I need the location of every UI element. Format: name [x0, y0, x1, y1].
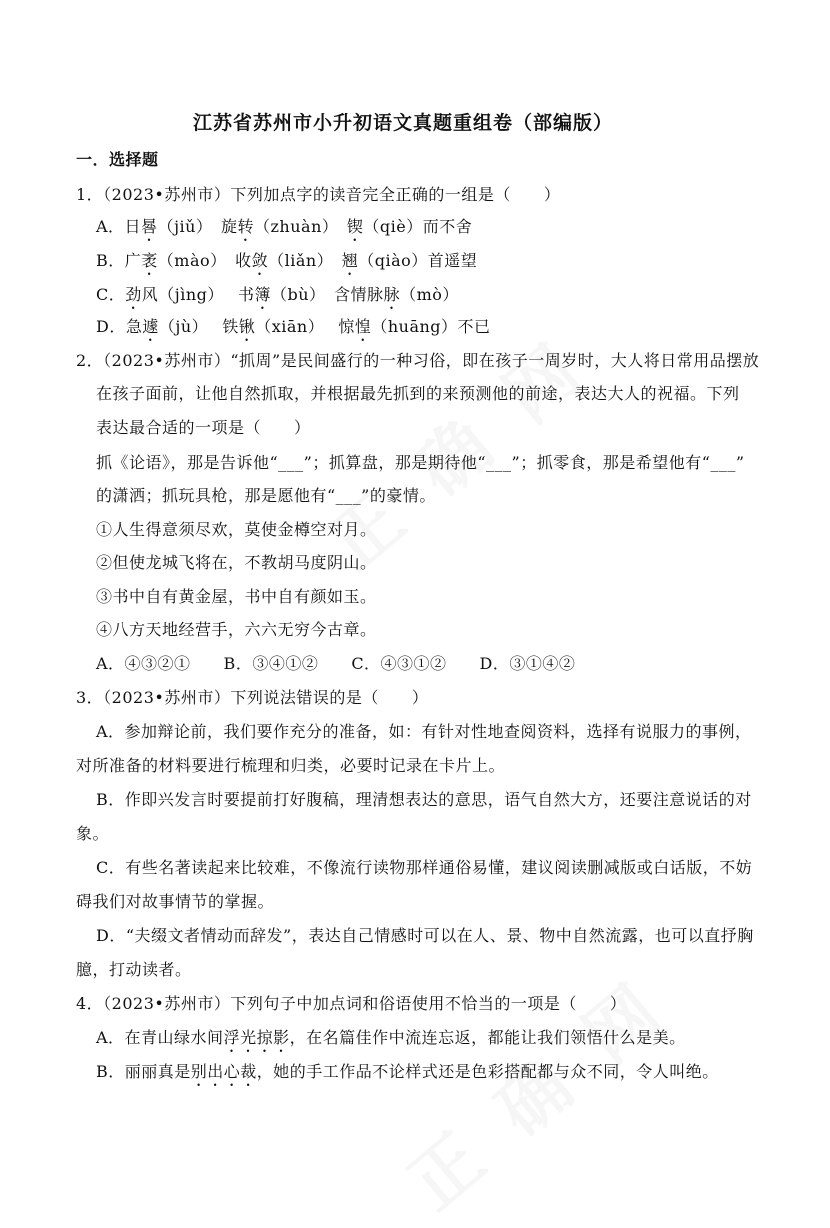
question-3-option-a-cont: 对所准备的材料要进行梳理和归类，必要时记录在卡片上。: [76, 756, 506, 775]
question-2-stem-line: 在孩子面前，让他自然抓取，并根据最先抓到的来预测他的前途，表达大人的祝福。下列: [96, 384, 740, 403]
question-3-option-d-cont: 臆，打动读者。: [76, 960, 192, 979]
question-3-option-c-cont: 碍我们对故事情节的掌握。: [76, 892, 275, 911]
option-text: B．丽丽真是: [96, 1062, 191, 1081]
dotted-char: 遽: [142, 317, 159, 336]
dotted-char: 翘: [341, 251, 359, 270]
option-text: （jiǔ） 旋: [157, 217, 238, 236]
question-2-poem-option: ②但使龙城飞将在，不教胡马度阴山。: [96, 553, 377, 572]
dotted-char: 劲: [125, 285, 142, 304]
question-4-option-a: [96, 1028, 686, 1056]
option-text: ，在名篇佳作中流连忘返，都能让我们领悟什么是美。: [289, 1028, 686, 1047]
question-3-option-c: C．有些名著读起来比较难，不像流行读物那样通俗易懂，建议阅读删减版或白话版，不妨: [96, 858, 753, 877]
option-text: C．: [96, 285, 126, 304]
question-3-option-a: A．参加辩论前，我们要作充分的准备，如：有针对性地查阅资料，选择有说服力的事例，: [96, 722, 752, 741]
question-2-poem-option: ④八方天地经营手，六六无穷今古章。: [96, 620, 377, 639]
option-text: （jù） 铁: [158, 317, 239, 336]
option-text: （bù） 含情脉: [271, 285, 384, 304]
section-heading: 一．选择题: [76, 150, 159, 169]
question-4-option-b: [96, 1062, 719, 1090]
question-3-stem: 3．（2023•苏州市）下列说法错误的是（ ）: [76, 688, 429, 707]
question-4-stem: 4．（2023•苏州市）下列句子中加点词和俗语使用不恰当的一项是（ ）: [76, 994, 627, 1013]
option-text: （mào） 收: [157, 251, 252, 270]
dotted-char: 袤: [141, 251, 158, 270]
question-2-poem-option: ③书中自有黄金屋，书中自有颜如玉。: [96, 587, 377, 606]
question-1-stem: 1．（2023•苏州市）下列加点字的读音完全正确的一组是（ ）: [76, 185, 561, 204]
question-2-stem-line: 2．（2023•苏州市）“抓周”是民间盛行的一种习俗，即在孩子一周岁时，大人将日常用品摆放: [76, 351, 760, 370]
question-1-option-d: [96, 317, 491, 345]
option-text: （liǎn）: [268, 251, 342, 270]
option-text: （huāng）不已: [371, 317, 491, 336]
question-1-option-b: [96, 251, 477, 279]
dotted-char: 晷: [141, 217, 158, 236]
question-2-blank-line: 抓《论语》，那是告诉他“___”；抓算盘，那是期待他“___”；抓零食，那是希望他有“___”: [96, 453, 745, 472]
option-text: （qiè）而不舍: [363, 217, 473, 236]
option-text: A．在青山绿水间: [96, 1028, 224, 1047]
question-3-option-b: B．作即兴发言时要提前打好腹稿，理清想表达的意思，语气自然大方，还要注意说话的对: [96, 790, 752, 809]
question-2-poem-option: ①人生得意须尽欢，莫使金樽空对月。: [96, 520, 377, 539]
question-2-blank-line: 的潇洒；抓玩具枪，那是愿他有“___”的豪情。: [96, 486, 436, 505]
dotted-char: 敛: [251, 251, 269, 270]
option-text: （qiào）首遥望: [358, 251, 478, 270]
document-title: 江苏省苏州市小升初语文真题重组卷（部编版）: [193, 112, 614, 134]
dotted-char: 锹: [238, 317, 256, 336]
dotted-char: 转: [237, 217, 254, 236]
dotted-char: 锲: [346, 217, 364, 236]
question-3-option-d: D．“夫缀文者情动而辞发”，表达自己情感时可以在人、景、物中自然流露，也可以直抒胸: [96, 926, 754, 945]
question-2-choices: A．④③②① B．③④①② C．④③①② D．③①④②: [96, 654, 576, 673]
option-text: （zhuàn）: [253, 217, 347, 236]
question-2-stem-line: 表达最合适的一项是（ ）: [96, 418, 311, 437]
dotted-char: 簿: [254, 285, 271, 304]
question-3-option-b-cont: 象。: [76, 824, 110, 843]
option-text: （mò）: [400, 285, 459, 304]
dotted-char: 惶: [354, 317, 372, 336]
option-text: D．急: [96, 317, 143, 336]
option-text: （xiān） 惊: [255, 317, 355, 336]
option-text: B．广: [96, 251, 142, 270]
dotted-word: 别出心裁: [190, 1062, 257, 1081]
option-text: A．日: [96, 217, 142, 236]
question-1-option-c: [96, 285, 459, 313]
dotted-char: 脉: [383, 285, 401, 304]
dotted-word: 浮光掠影: [223, 1028, 290, 1047]
option-text: 风（jìng） 书: [141, 285, 255, 304]
option-text: ，她的手工作品不论样式还是色彩搭配都与众不同，令人叫绝。: [256, 1062, 719, 1081]
question-1-option-a: [96, 217, 472, 245]
